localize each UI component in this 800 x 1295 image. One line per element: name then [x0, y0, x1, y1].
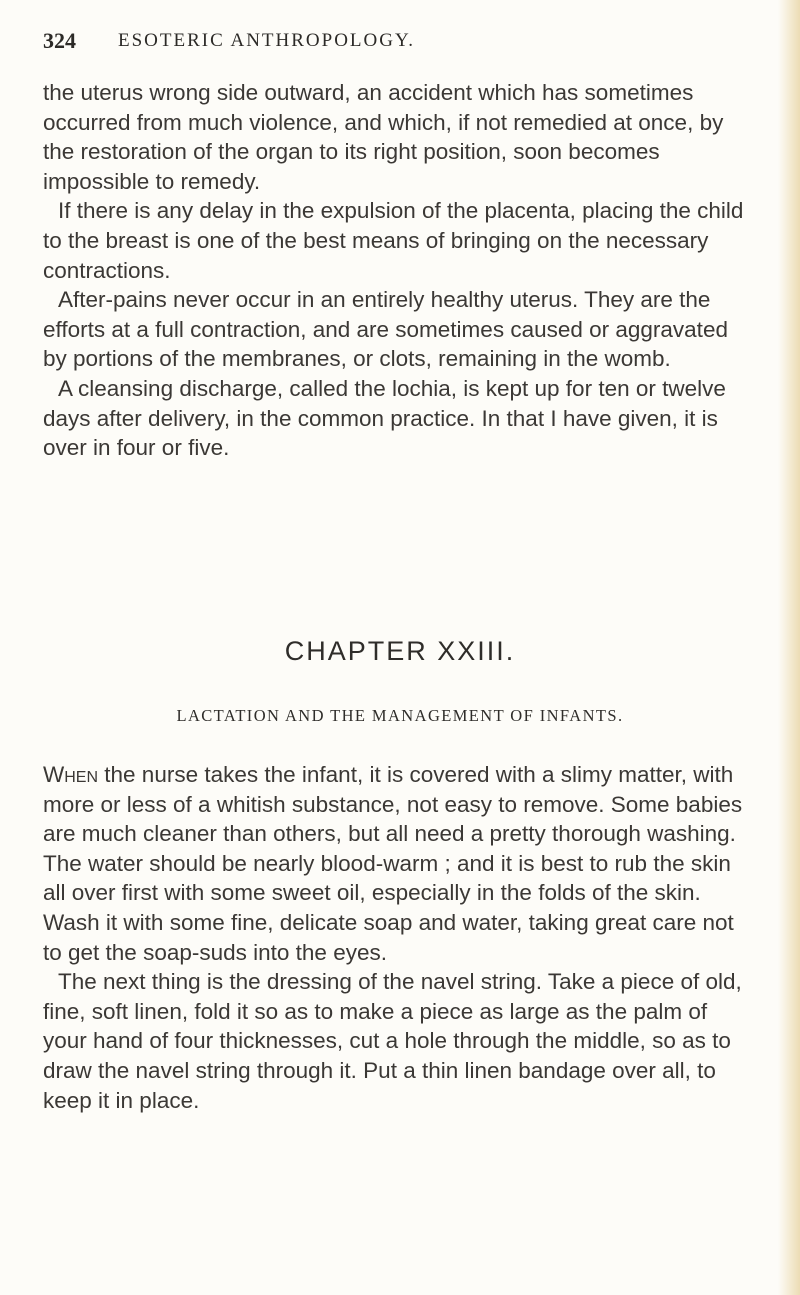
- opening-word: When: [43, 762, 99, 787]
- paragraph-after-pains: After-pains never occur in an entirely healthy uterus. They are the efforts at a full contraction, and are sometimes caused or aggravated by portions of the membranes, or clots, remaining in the womb.: [43, 287, 728, 372]
- paragraph-washing: [43, 760, 755, 967]
- chapter-subtitle: LACTATION AND THE MANAGEMENT OF INFANTS.: [176, 706, 624, 725]
- paragraph-washing-text: the nurse takes the infant, it is covered with a slimy matter, with more or less of a whitish substance, not easy to remove. Some babies are much cleaner than others, but all need a pretty thorough washing. The water should be nearly blood-warm ; and it is best to rub the skin all over first with some sweet oil, especially in the folds of the skin. Wash it with some fine, delicate soap and water, taking great care not to get the soap-suds into the eyes.: [43, 762, 743, 965]
- paragraph-placenta: If there is any delay in the expulsion of the placenta, placing the child to the breast is one of the best means of bringing on the necessary contractions.: [43, 198, 744, 283]
- page-number: 324: [43, 28, 76, 53]
- running-head: ESOTERIC ANTHROPOLOGY.: [118, 30, 416, 51]
- paragraph-navel-string: The next thing is the dressing of the navel string. Take a piece of old, fine, soft linen, fold it so as to make a piece as large as the palm of your hand of four thicknesses, cut a hole through the middle, so as to draw the navel string through it. Put a thin linen bandage over all, to keep it in place.: [43, 969, 742, 1113]
- paragraph-continued: the uterus wrong side outward, an accident which has sometimes occurred from much violence, and which, if not remedied at once, by the restoration of the organ to its right position, soon becomes impossible to remedy.: [43, 80, 724, 194]
- chapter-text-block: [43, 760, 755, 1115]
- chapter-title: CHAPTER XXIII.: [284, 636, 516, 666]
- paragraph-lochia: A cleansing discharge, called the lochia, is kept up for ten or twelve days after delivery, in the common practice. In that I have given, it is over in four or five.: [43, 375, 726, 461]
- top-text-block: [43, 78, 755, 463]
